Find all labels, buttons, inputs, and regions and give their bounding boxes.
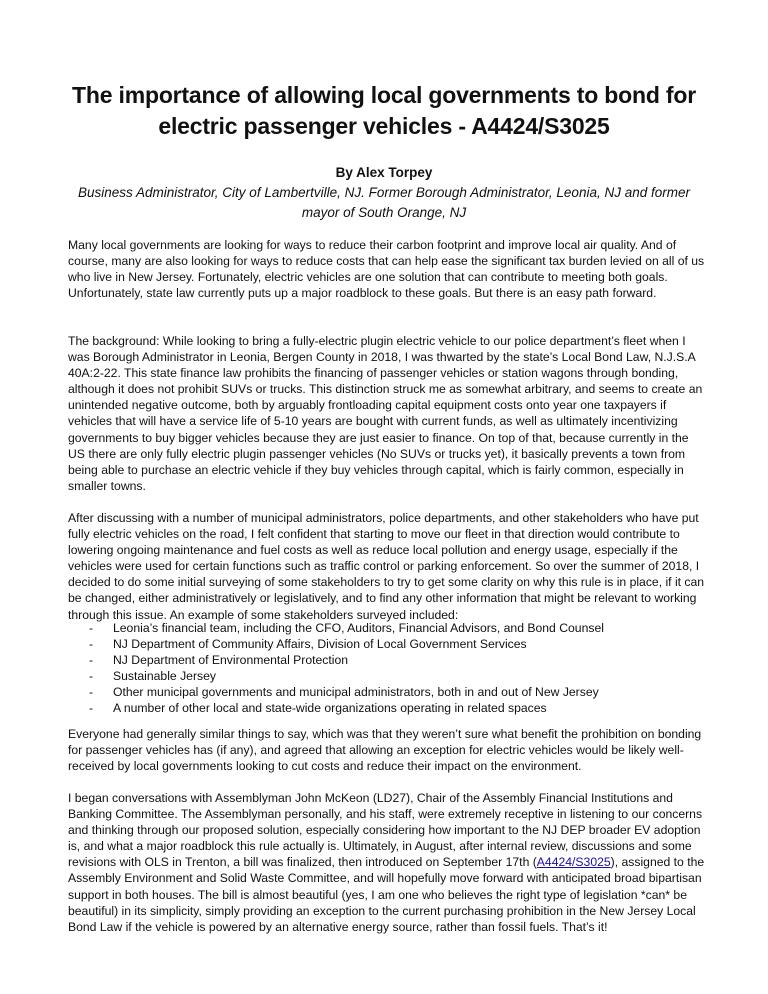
stakeholder-list	[68, 620, 706, 717]
bullet-marker: -	[89, 685, 94, 700]
list-item	[68, 636, 706, 652]
paragraph-text: ), assigned to the Assembly Environment and Solid Waste Committee, and will hopefully move forward with anticipated broad bipartisan support in both houses. The bill is almost beautiful (yes, I am one who believes the right type of legislation *can* be beautiful) in its simplicity, simply providing an exception to the current purchasing prohibition in the New Jersey Local Bond Law if the vehicle is powered by an alternative energy source, rather than fossil fuels. That’s it!	[68, 855, 705, 934]
list-item	[68, 684, 706, 700]
bullet-marker: -	[89, 637, 94, 652]
list-item	[68, 652, 706, 668]
list-item-text: A number of other local and state-wide organizations operating in related spaces	[113, 701, 547, 716]
bullet-marker: -	[89, 701, 94, 716]
author-byline: By Alex Torpey	[335, 165, 433, 180]
list-item-text: Other municipal governments and municipal administrators, both in and out of New Jersey	[113, 685, 599, 700]
list-item-text: NJ Department of Community Affairs, Division of Local Government Services	[113, 637, 527, 652]
author-affiliation: Business Administrator, City of Lambertville, NJ. Former Borough Administrator, Leonia, NJ and former mayor of South Orange, NJ	[78, 185, 690, 220]
paragraph-legislation	[68, 790, 706, 935]
list-item	[68, 620, 706, 636]
bullet-marker: -	[89, 669, 94, 684]
document-title: The importance of allowing local governments to bond for electric passenger vehicles - A4424/S3025	[72, 82, 696, 139]
bill-link[interactable]: A4424/S3025	[536, 855, 611, 870]
bullet-marker: -	[89, 621, 94, 635]
bullet-marker: -	[89, 653, 94, 668]
paragraph-intro: Many local governments are looking for ways to reduce their carbon footprint and improve local air quality. And of course, many are also looking for ways to reduce costs that can help ease the significant tax burden levied on all of us who live in New Jersey. Fortunately, electric vehicles are one solution that can contribute to meeting both goals. Unfortunately, state law currently puts up a major roadblock to these goals. But there is an easy path forward.	[68, 238, 705, 301]
list-item	[68, 668, 706, 684]
paragraph-stakeholders: After discussing with a number of municipal administrators, police departments, and other stakeholders who have put fully electric vehicles on the road, I felt confident that starting to move our fleet in that direction would contribute to lowering ongoing maintenance and fuel costs as well as reduce local pollution and energy usage, especially if the vehicles were used for certain functions such as traffic control or parking enforcement. So over the summer of 2018, I decided to do some initial surveying of some stakeholders to try to get some clarity on why this rule is in place, if it can be changed, either administratively or legislatively, and to find any other information that might be relevant to working through this issue. An example of some stakeholders surveyed included:	[68, 511, 705, 622]
list-item	[68, 700, 706, 716]
paragraph-text: I began conversations with Assemblyman John McKeon (LD27), Chair of the Assembly Financial Institutions and Banking Committee. The Assemblyman personally, and his staff, were extremely receptive in listening to our concerns and thinking through our proposed solution, especially considering how important to the NJ DEP broader EV adoption is, and what a major roadblock this rule actually is. Ultimately, in August, after internal review, discussions and some revisions with OLS in Trenton, a bill was finalized, then introduced on September 17th (	[68, 791, 703, 870]
list-item-text: Sustainable Jersey	[113, 669, 216, 684]
list-item-text: Leonia’s financial team, including the CFO, Auditors, Financial Advisors, and Bond Counsel	[113, 621, 604, 635]
list-item-text: NJ Department of Environmental Protection	[113, 653, 349, 668]
paragraph-background: The background: While looking to bring a fully-electric plugin electric vehicle to our police department’s fleet when I was Borough Administrator in Leonia, Bergen County in 2018, I was thwarted by the state’s Local Bond Law, N.J.S.A 40A:2-22. This state finance law prohibits the financing of passenger vehicles or station wagons through bonding, although it does not prohibit SUVs or trucks. This distinction struck me as somewhat arbitrary, and seems to create an unintended negative outcome, both by arguably frontloading capital equipment costs onto year one taxpayers if vehicles that will have a service life of 5-10 years are bought with current funds, as well as ultimately incentivizing governments to buy bigger vehicles because they are just easier to finance. On top of that, because currently in the US there are only fully electric plugin passenger vehicles (No SUVs or trucks yet), it basically prevents a town from being able to purchase an electric vehicle if they buy vehicles through capital, which is fairly common, especially in smaller towns.	[68, 334, 703, 493]
paragraph-feedback: Everyone had generally similar things to say, which was that they weren’t sure what benefit the prohibition on bonding for passenger vehicles has (if any), and agreed that allowing an exception for electric vehicles would be likely well-received by local governments looking to cut costs and reduce their impact on the environment.	[68, 727, 702, 774]
